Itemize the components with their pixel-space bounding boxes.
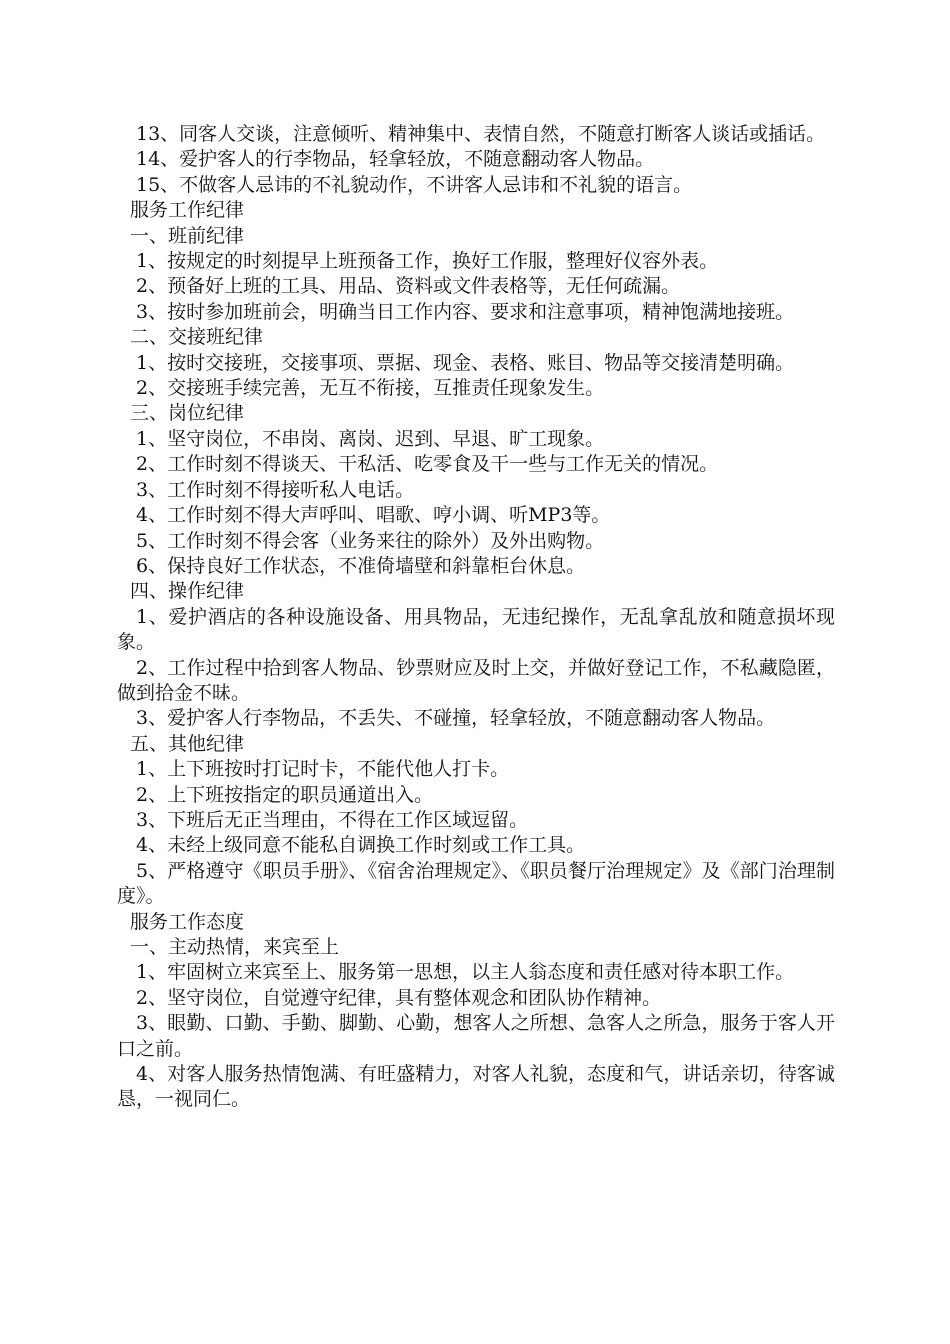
list-item: 1、坚守岗位，不串岗、离岗、迟到、早退、旷工现象。 <box>136 427 605 450</box>
list-item: 3、下班后无正当理由，不得在工作区域逗留。 <box>136 808 529 831</box>
subsection-heading: 二、交接班纪律 <box>130 326 264 349</box>
list-item: 13、同客人交谈，注意倾听、精神集中、表情自然，不随意打断客人谈话或插话。 <box>136 123 826 145</box>
list-item: 2、上下班按指定的职员通道出入。 <box>136 783 434 806</box>
list-item: 5、严格遵守《职员手册》、《宿舍治理规定》、《职员餐厅治理规定》及《部门治理制度》。 <box>117 859 835 908</box>
list-item: 4、未经上级同意不能私自调换工作时刻或工作工具。 <box>136 834 586 857</box>
subsection-heading: 五、其他纪律 <box>130 732 245 755</box>
list-item: 14、爱护客人的行李物品，轻拿轻放，不随意翻动客人物品。 <box>136 148 655 171</box>
list-item: 1、按时交接班，交接事项、票据、现金、表格、账目、物品等交接清楚明确。 <box>136 351 795 374</box>
list-item: 3、按时参加班前会，明确当日工作内容、要求和注意事项，精神饱满地接班。 <box>136 300 795 323</box>
list-item: 2、预备好上班的工具、用品、资料或文件表格等，无任何疏漏。 <box>136 275 681 298</box>
list-item: 3、爱护客人行李物品，不丢失、不碰撞，轻拿轻放，不随意翻动客人物品。 <box>136 707 776 730</box>
list-item: 1、爱护酒店的各种设施设备、用具物品，无违纪操作，无乱拿乱放和随意损坏现象。 <box>117 605 835 654</box>
subsection-heading: 一、班前纪律 <box>130 224 245 247</box>
list-item: 3、眼勤、口勤、手勤、脚勤、心勤，想客人之所想、急客人之所急，服务于客人开口之前。 <box>117 1012 835 1060</box>
list-item: 4、工作时刻不得大声呼叫、唱歌、哼小调、听MP3等。 <box>136 504 611 527</box>
subsection-heading: 三、岗位纪律 <box>130 402 245 425</box>
subsection-heading: 四、操作纪律 <box>130 580 245 603</box>
list-item: 15、不做客人忌讳的不礼貌动作，不讲客人忌讳和不礼貌的语言。 <box>136 173 693 196</box>
list-item: 4、对客人服务热情饱满、有旺盛精力，对客人礼貌，态度和气，讲话亲切，待客诚恳，一视同仁。 <box>117 1063 835 1111</box>
list-item: 1、上下班按时打记时卡，不能代他人打卡。 <box>136 758 510 781</box>
list-item: 2、工作过程中拾到客人物品、钞票财应及时上交，并做好登记工作，不私藏隐匿，做到拾金不昧。 <box>117 656 835 704</box>
list-item: 1、按规定的时刻提早上班预备工作，换好工作服，整理好仪容外表。 <box>136 250 719 273</box>
list-item: 2、交接班手续完善，无互不衔接，互推责任现象发生。 <box>136 377 605 400</box>
document-body <box>117 122 835 1113</box>
section-heading: 服务工作纪律 <box>130 199 245 222</box>
list-item: 5、工作时刻不得会客（业务来往的除外）及外出购物。 <box>136 529 605 552</box>
list-item: 3、工作时刻不得接听私人电话。 <box>136 478 415 501</box>
list-item: 2、坚守岗位，自觉遵守纪律，具有整体观念和团队协作精神。 <box>136 986 662 1009</box>
section-heading: 服务工作态度 <box>130 910 245 933</box>
subsection-heading: 一、主动热情，来宾至上 <box>130 936 340 958</box>
list-item: 2、工作时刻不得谈天、干私活、吃零食及干一些与工作无关的情况。 <box>136 453 719 476</box>
list-item: 6、保持良好工作状态，不准倚墙壁和斜靠柜台休息。 <box>136 554 586 577</box>
list-item: 1、牢固树立来宾至上、服务第一思想，以主人翁态度和责任感对待本职工作。 <box>136 961 795 984</box>
